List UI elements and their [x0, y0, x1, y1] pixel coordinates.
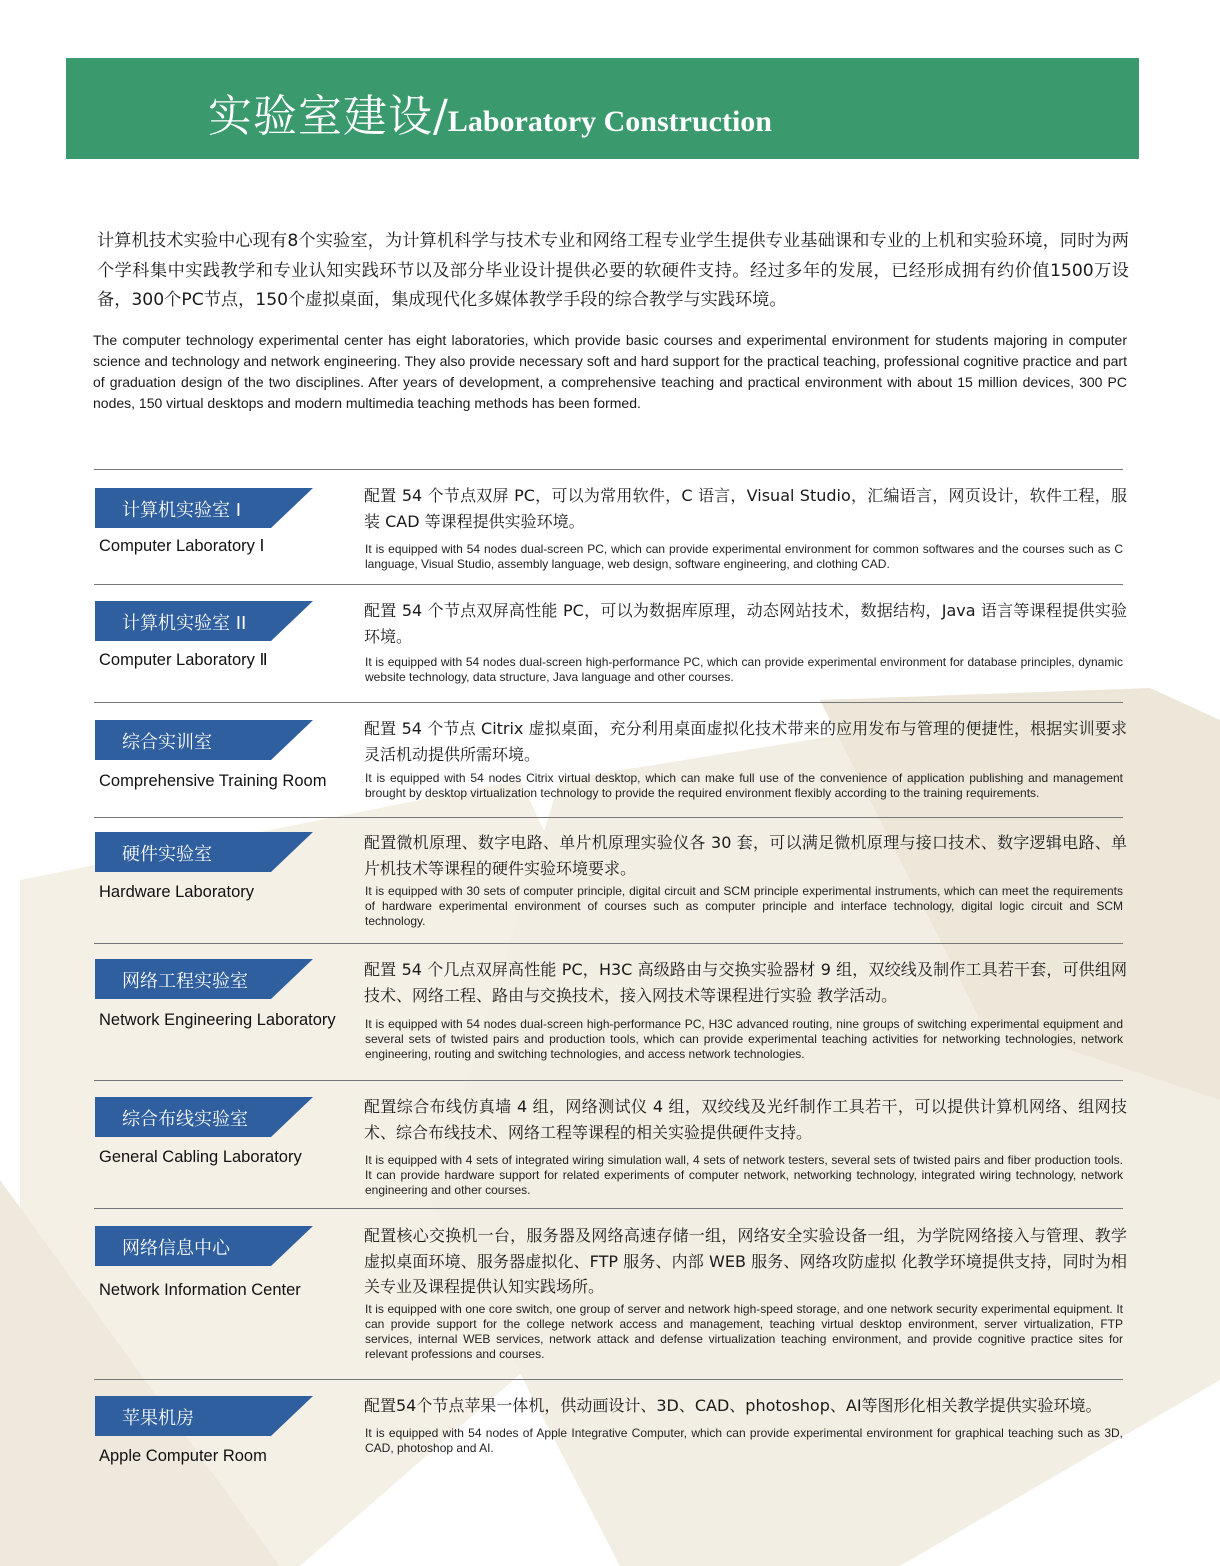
lab-name-en: Network Engineering Laboratory [99, 1011, 336, 1029]
lab-name-badge [95, 601, 315, 641]
lab-description-cn: 配置 54 个几点双屏高性能 PC，H3C 高级路由与交换实验器材 9 组，双绞线及制作工具若干套，可供组网技术、网络工程、路由与交换技术，接入网技术等课程进行实验 教学活动。 [364, 960, 1127, 1005]
lab-name-en: Network Information Center [99, 1281, 301, 1299]
lab-name-en: Computer Laboratory Ⅱ [99, 651, 268, 669]
lab-name-en: Hardware Laboratory [99, 883, 254, 901]
lab-description-cn: 配置 54 个节点 Citrix 虚拟桌面，充分利用桌面虚拟化技术带来的应用发布与管理的便捷性，根据实训要求灵活机动提供所需环境。 [364, 719, 1127, 764]
lab-name-badge [95, 1097, 315, 1137]
section-divider [94, 584, 1123, 585]
intro-paragraph-en: The computer technology experimental center has eight laboratories, which provide basic courses and experimental environment for students majoring in computer science and technology and network engineering. They also provide necessary soft and hard support for the practical teaching, professional cognitive practice and part of graduation design of the two disciplines. After years of development, a comprehensive teaching and practical environment with about 15 million devices, 300 PC nodes, 150 virtual desktops and modern multimedia teaching methods has been formed. [93, 332, 1127, 411]
page-title [208, 80, 772, 144]
lab-description-en: It is equipped with 54 nodes dual-screen high-performance PC, H3C advanced routing, nine groups of switching experimental equipment and several sets of twisted pairs and production tools, which can provide experimental teaching activities for networking technologies, network engineering, routing and switching technologies, and access network technologies. [365, 1017, 1123, 1061]
page-title-separator: / [433, 91, 448, 142]
section-divider [94, 1208, 1123, 1209]
lab-description-en: It is equipped with 30 sets of computer principle, digital circuit and SCM principle experimental instruments, which can meet the requirements of hardware experimental environment of courses such as computer principle and interface technology, digital logic circuit and SCM technology. [365, 884, 1123, 928]
lab-description-en: It is equipped with 54 nodes Citrix virtual desktop, which can make full use of the convenience of application publishing and management brought by desktop virtualization technology to provide the required environment flexibly according to the training requirements. [365, 771, 1123, 800]
lab-description-cn: 配置微机原理、数字电路、单片机原理实验仪各 30 套，可以满足微机原理与接口技术、数字逻辑电路、单片机技术等课程的硬件实验环境要求。 [364, 833, 1127, 878]
page-title-en: Laboratory Construction [447, 105, 772, 138]
lab-name-cn: 硬件实验室 [122, 844, 212, 865]
lab-name-badge [95, 720, 315, 760]
lab-description-cn: 配置综合布线仿真墙 4 组，网络测试仪 4 组，双绞线及光纤制作工具若干，可以提供计算机网络、组网技术、综合布线技术、网络工程等课程的相关实验提供硬件支持。 [364, 1097, 1127, 1142]
lab-description-en: It is equipped with 54 nodes of Apple Integrative Computer, which can provide experimental environment for graphical teaching such as 3D, CAD, photoshop and AI. [365, 1426, 1123, 1455]
page-title-cn: 实验室建设 [208, 91, 433, 142]
lab-name-badge [95, 488, 315, 528]
lab-description-en: It is equipped with 54 nodes dual-screen PC, which can provide experimental environment for common softwares and the courses such as C language, Visual Studio, assembly language, web design, software engineering, and clothing CAD. [365, 542, 1123, 571]
section-divider [94, 1080, 1123, 1081]
section-divider [94, 817, 1123, 818]
lab-description-cn: 配置 54 个节点双屏高性能 PC，可以为数据库原理，动态网站技术，数据结构，Java 语言等课程提供实验环境。 [364, 601, 1127, 646]
lab-name-cn: 综合实训室 [122, 732, 212, 753]
lab-name-en: Computer Laboratory Ⅰ [99, 537, 265, 555]
lab-description-cn: 配置核心交换机一台，服务器及网络高速存储一组，网络安全实验设备一组，为学院网络接入与管理、教学虚拟桌面环境、服务器虚拟化、FTP 服务、内部 WEB 服务、网络攻防虚拟 化教学环境提供支持，同时为相关专业及课程提供认知实践场所。 [364, 1226, 1127, 1296]
lab-name-cn: 苹果机房 [122, 1408, 194, 1429]
lab-name-cn: 综合布线实验室 [122, 1109, 248, 1130]
lab-name-en: Comprehensive Training Room [99, 772, 327, 790]
intro-paragraph-cn: 计算机技术实验中心现有8个实验室，为计算机科学与技术专业和网络工程专业学生提供专业基础课和专业的上机和实验环境，同时为两个学科集中实践教学和专业认知实践环节以及部分毕业设计提供必要的软硬件支持。经过多年的发展，已经形成拥有约价值1500万设备，300个PC节点，150个虚拟桌面，集成现代化多媒体教学手段的综合教学与实践环境。 [97, 231, 1129, 310]
lab-description-en: It is equipped with 54 nodes dual-screen high-performance PC, which can provide experimental environment for database principles, dynamic website technology, data structure, Java language and other courses. [365, 655, 1123, 684]
section-divider [94, 943, 1123, 944]
section-divider [94, 702, 1123, 703]
lab-name-en: General Cabling Laboratory [99, 1148, 302, 1166]
lab-description-en: It is equipped with one core switch, one group of server and network high-speed storage, and one network security experimental equipment. It can provide support for the college network access and management, teaching virtual desktop environment, server virtualization, FTP services, internal WEB services, network attack and defense virtualization teaching environment, and provide cognitive practice sites for relevant professions and courses. [365, 1302, 1123, 1361]
lab-name-badge [95, 1226, 315, 1266]
lab-name-cn: 计算机实验室 I [122, 500, 242, 521]
lab-name-en: Apple Computer Room [99, 1447, 267, 1465]
title-banner [66, 58, 1139, 159]
lab-description-cn: 配置 54 个节点双屏 PC，可以为常用软件，C 语言，Visual Studio，汇编语言，网页设计，软件工程，服装 CAD 等课程提供实验环境。 [364, 486, 1127, 531]
section-divider [94, 469, 1123, 470]
lab-description-en: It is equipped with 4 sets of integrated wiring simulation wall, 4 sets of network testers, several sets of twisted pairs and fiber production tools. It can provide hardware support for related experiments of computer network, networking technology, integrated wiring technology, network engineering and other courses. [365, 1153, 1123, 1197]
section-divider [94, 1379, 1123, 1380]
lab-name-cn: 网络信息中心 [122, 1238, 230, 1259]
lab-name-cn: 网络工程实验室 [122, 971, 248, 992]
lab-description-cn: 配置54个节点苹果一体机，供动画设计、3D、CAD、photoshop、AI等图形化相关教学提供实验环境。 [364, 1396, 1102, 1415]
lab-name-badge [95, 832, 315, 872]
lab-name-badge [95, 1396, 315, 1436]
lab-name-cn: 计算机实验室 II [122, 613, 247, 634]
lab-name-badge [95, 959, 315, 999]
